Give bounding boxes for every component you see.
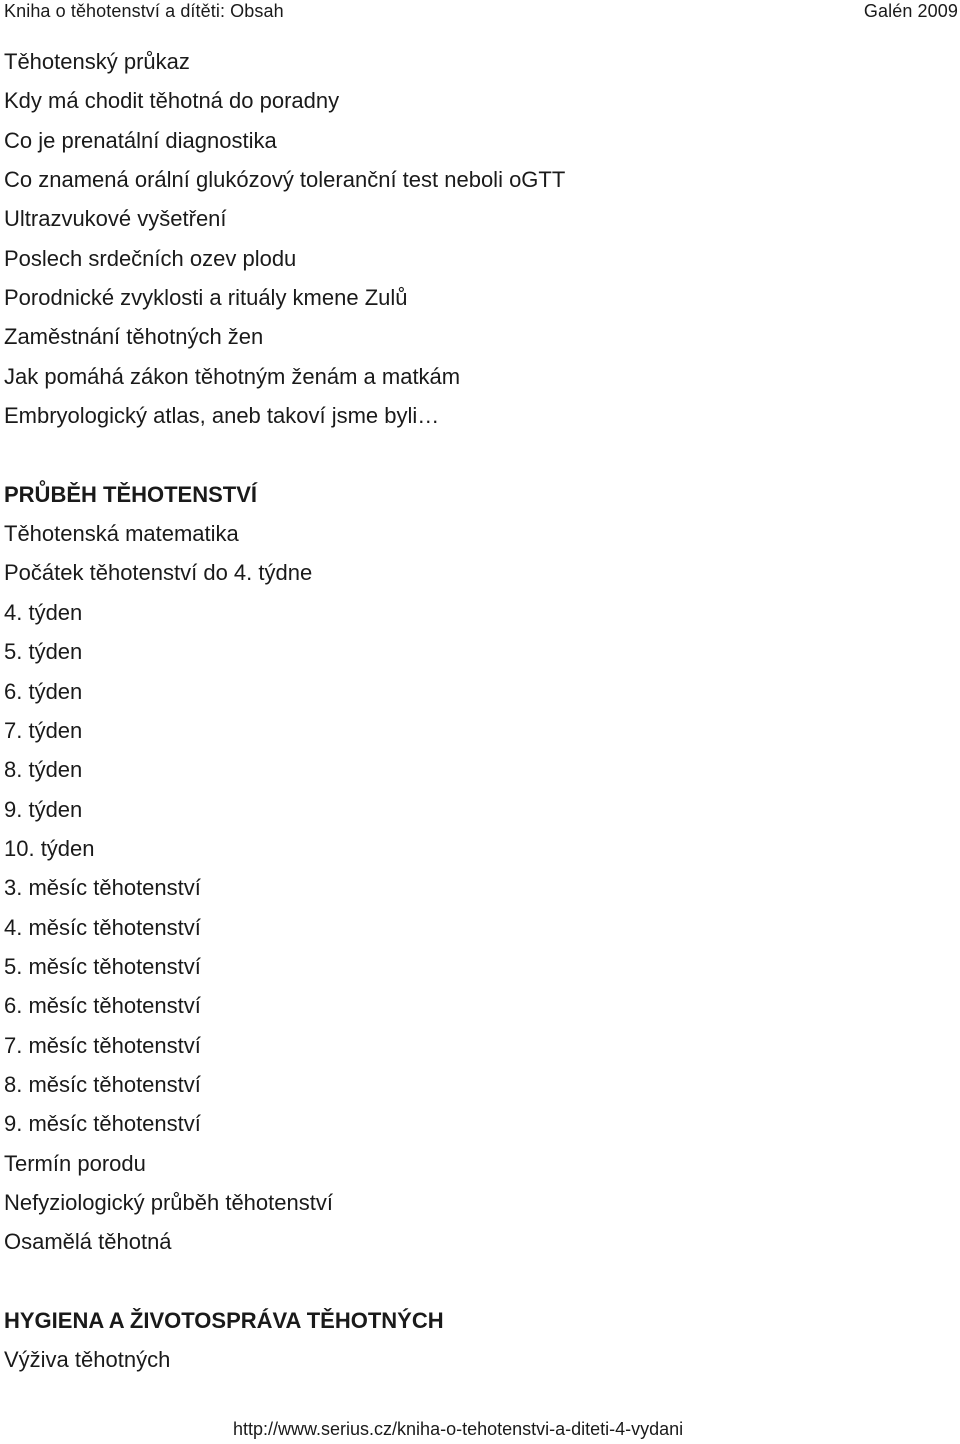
toc-item: Kdy má chodit těhotná do poradny — [4, 88, 340, 114]
toc-item: 4. týden — [4, 599, 83, 625]
toc-item: 7. týden — [4, 717, 83, 743]
toc-item: 6. měsíc těhotenství — [4, 993, 201, 1019]
pregnancy-course-section — [4, 475, 960, 1262]
toc-item: Embryologický atlas, aneb takoví jsme byli… — [4, 403, 440, 429]
toc-item: Výživa těhotných — [4, 1347, 171, 1373]
toc-item: 6. týden — [4, 678, 83, 704]
toc-item: 5. měsíc těhotenství — [4, 953, 201, 979]
toc-item: Počátek těhotenství do 4. týdne — [4, 560, 313, 586]
toc-item: Těhotenská matematika — [4, 521, 239, 547]
toc-item: Ultrazvukové vyšetření — [4, 206, 227, 232]
toc-item: 8. měsíc těhotenství — [4, 1071, 201, 1097]
section-heading: PRŮBĚH TĚHOTENSTVÍ — [4, 481, 258, 507]
section-heading: HYGIENA A ŽIVOTOSPRÁVA TĚHOTNÝCH — [4, 1308, 444, 1333]
toc-item: 5. týden — [4, 639, 83, 665]
toc-item: Co je prenatální diagnostika — [4, 127, 277, 153]
toc-item: Zaměstnání těhotných žen — [4, 324, 264, 350]
toc-item: Porodnické zvyklosti a rituály kmene Zulů — [4, 285, 408, 311]
toc-item: 10. týden — [4, 835, 95, 861]
intro-section — [4, 42, 960, 435]
page-footer — [233, 1418, 683, 1440]
page-header — [4, 0, 958, 28]
source-url: http://www.serius.cz/kniha-o-tehotenstvi-a-diteti-4-vydani — [233, 1419, 684, 1439]
toc-item: Termín porodu — [4, 1150, 146, 1176]
toc-item: Jak pomáhá zákon těhotným ženám a matkám — [4, 363, 461, 389]
toc-item: Co znamená orální glukózový toleranční test neboli oGTT — [4, 167, 566, 193]
table-of-contents — [4, 42, 960, 1380]
toc-item: 3. měsíc těhotenství — [4, 875, 201, 901]
toc-item: 8. týden — [4, 757, 83, 783]
toc-item: 9. měsíc těhotenství — [4, 1111, 201, 1137]
toc-item: Osamělá těhotná — [4, 1229, 172, 1255]
hygiene-section — [4, 1301, 960, 1380]
toc-item: 4. měsíc těhotenství — [4, 914, 201, 940]
publisher-year: Galén 2009 — [863, 1, 958, 21]
section-spacer — [4, 435, 960, 474]
toc-item: Poslech srdečních ozev plodu — [4, 245, 297, 271]
toc-item: Těhotenský průkaz — [4, 49, 190, 74]
toc-item: Nefyziologický průběh těhotenství — [4, 1189, 333, 1215]
toc-item: 7. měsíc těhotenství — [4, 1032, 201, 1058]
toc-item: 9. týden — [4, 796, 83, 822]
section-spacer — [4, 1262, 960, 1301]
book-title: Kniha o těhotenství a dítěti: Obsah — [4, 1, 284, 21]
